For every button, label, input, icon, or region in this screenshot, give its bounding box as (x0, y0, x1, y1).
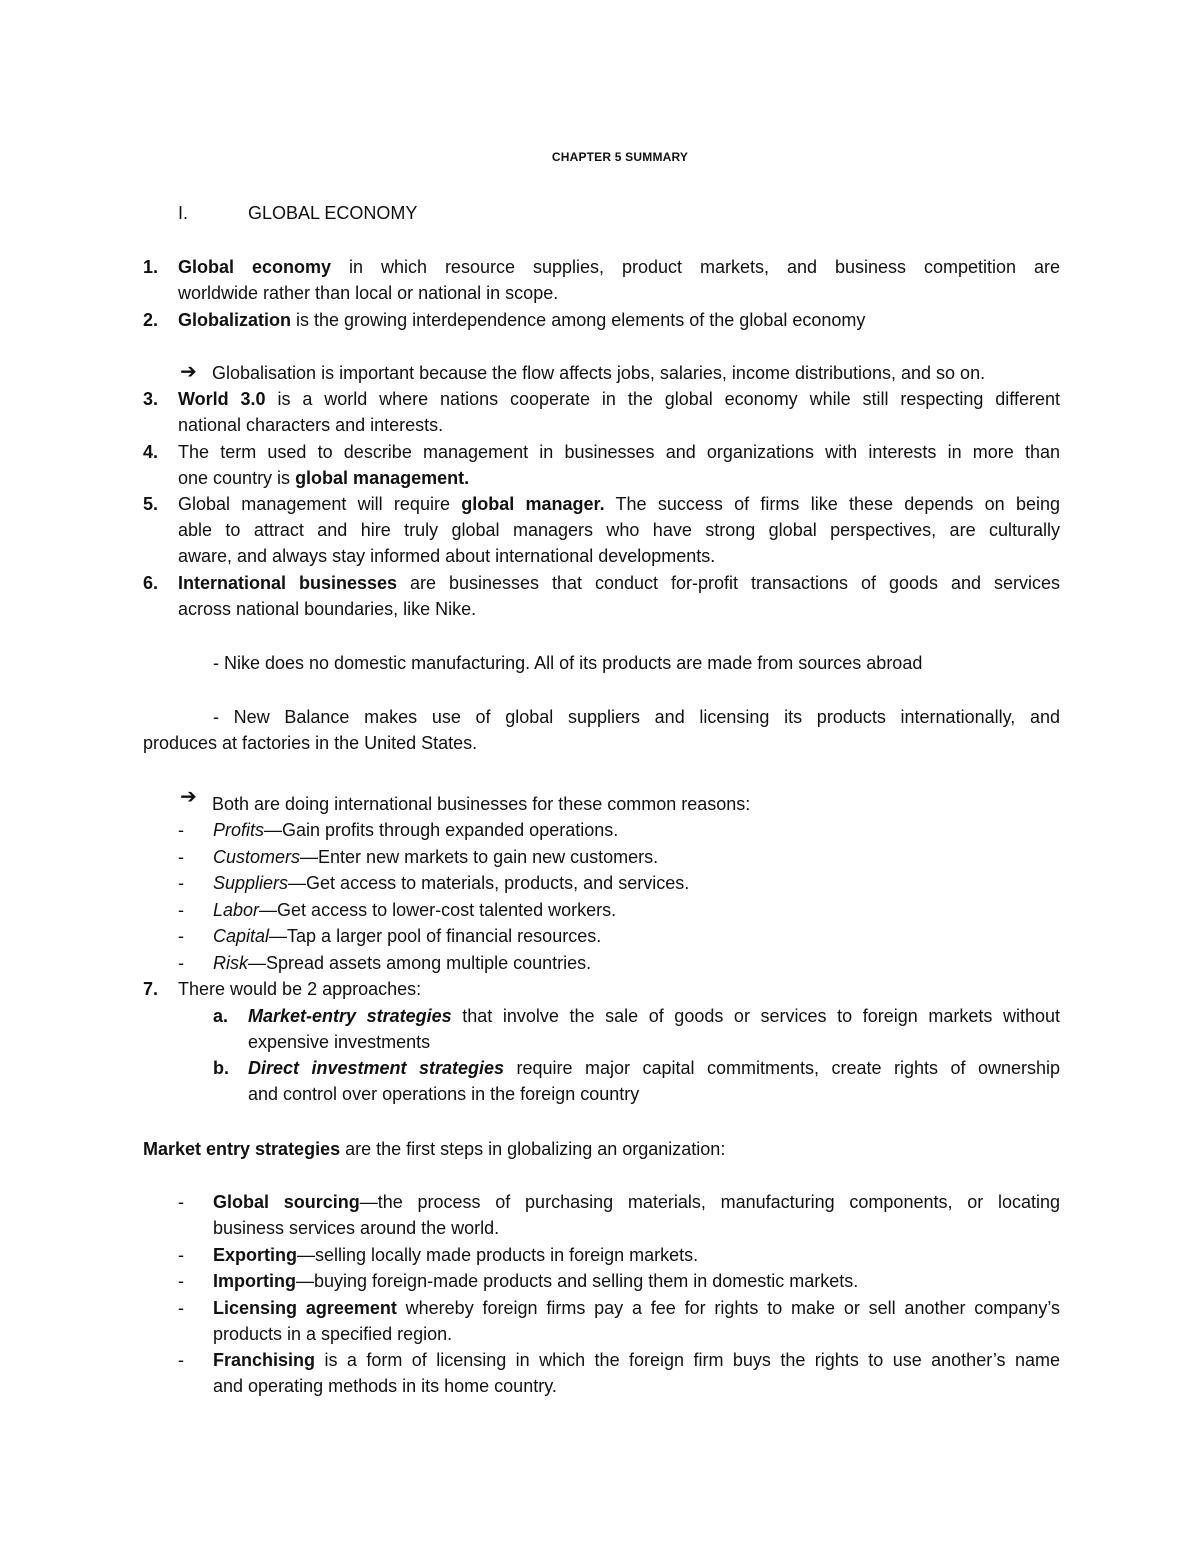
list-number: 3. (143, 389, 159, 409)
text: —Get access to materials, products, and services. (288, 873, 690, 893)
list-item (213, 1295, 1060, 1321)
list-item-text (178, 570, 1060, 596)
list-number: 4. (143, 442, 159, 462)
list-item (213, 897, 616, 923)
list-item-text (178, 465, 469, 491)
list-item (213, 1268, 858, 1294)
bullet-dash: - (178, 1298, 184, 1318)
list-item (213, 1189, 1060, 1215)
term: Exporting (213, 1245, 297, 1265)
term: Profits (213, 820, 265, 840)
sublist-item-text (248, 1003, 1060, 1029)
list-item-text (178, 491, 1060, 517)
term: Market-entry strategies (248, 1006, 452, 1026)
page-title: CHAPTER 5 SUMMARY (551, 150, 689, 164)
term: Importing (213, 1271, 296, 1291)
section-number: I. (178, 203, 189, 223)
list-item-text: There would be 2 approaches: (178, 979, 422, 999)
term: Market entry strategies (143, 1139, 341, 1159)
bullet-dash: - (178, 926, 184, 946)
arrow-note: Globalisation is important because the flow affects jobs, salaries, income distributions, and so on. (212, 363, 986, 383)
term: Suppliers (213, 873, 289, 893)
text: —Get access to lower-cost talented workers. (259, 900, 617, 920)
text: is the growing interdependence among elements of the global economy (291, 310, 866, 330)
term: Global sourcing (213, 1192, 360, 1212)
bullet-dash: - (178, 1350, 184, 1370)
sublist-letter: a. (213, 1006, 229, 1026)
list-item-text (178, 307, 865, 333)
sublist-letter: b. (213, 1058, 229, 1078)
example-note: produces at factories in the United States. (143, 733, 478, 753)
bullet-dash: - (178, 847, 184, 867)
text: —the process of purchasing materials, manufacturing components, or locating (359, 1192, 1061, 1212)
example-note: - New Balance makes use of global suppliers and licensing its products internationally, and (213, 707, 1060, 727)
list-item (213, 950, 591, 976)
text: —selling locally made products in foreign markets. (297, 1245, 699, 1265)
bullet-dash: - (178, 1271, 184, 1291)
list-number: 6. (143, 573, 159, 593)
list-item-text: able to attract and hire truly global managers who have strong global perspectives, are culturally (178, 520, 1060, 540)
term: Globalization (178, 310, 292, 330)
list-number: 7. (143, 979, 159, 999)
sublist-item-text (248, 1055, 1060, 1081)
list-item (213, 817, 618, 843)
text: that involve the sale of goods or services to foreign markets without (451, 1006, 1060, 1026)
term: Global economy (178, 257, 331, 277)
list-item: and operating methods in its home country. (213, 1376, 557, 1396)
list-item-text: The term used to describe management in businesses and organizations with interests in more than (178, 442, 1060, 462)
term: Labor (213, 900, 260, 920)
term: Licensing agreement (213, 1298, 397, 1318)
bullet-dash: - (178, 1245, 184, 1265)
list-item (213, 923, 601, 949)
term: Capital (213, 926, 270, 946)
arrow-note: Both are doing international businesses for these common reasons: (212, 794, 751, 814)
list-number: 2. (143, 310, 159, 330)
list-item-text: national characters and interests. (178, 415, 444, 435)
text: —Enter new markets to gain new customers. (300, 847, 659, 867)
text: —buying foreign-made products and selling them in domestic markets. (296, 1271, 859, 1291)
bullet-dash: - (178, 873, 184, 893)
list-item-text (178, 254, 1060, 280)
text: is a form of licensing in which the foreign firm buys the rights to use another’s name (315, 1350, 1060, 1370)
list-item (213, 844, 658, 870)
list-item-text: worldwide rather than local or national in scope. (178, 283, 559, 303)
sublist-item-text: and control over operations in the foreign country (248, 1084, 640, 1104)
list-item (213, 1242, 698, 1268)
list-item (213, 870, 689, 896)
text: require major capital commitments, create rights of ownership (504, 1058, 1061, 1078)
bullet-dash: - (178, 953, 184, 973)
text: —Spread assets among multiple countries. (248, 953, 592, 973)
text: are businesses that conduct for-profit transactions of goods and services (397, 573, 1061, 593)
bullet-dash: - (178, 1192, 184, 1212)
paragraph-intro (143, 1136, 725, 1162)
sublist-item-text: expensive investments (248, 1032, 431, 1052)
bullet-dash: - (178, 820, 184, 840)
term: Risk (213, 953, 248, 973)
text: one country is (178, 468, 296, 488)
section-heading: GLOBAL ECONOMY (248, 203, 418, 223)
list-item-text (178, 386, 1060, 412)
term: Direct investment strategies (248, 1058, 505, 1078)
text: —Tap a larger pool of financial resources. (269, 926, 602, 946)
arrow-icon: ➔ (180, 361, 197, 383)
list-item: business services around the world. (213, 1218, 500, 1238)
text: Global management will require (178, 494, 462, 514)
list-item-text: aware, and always stay informed about international developments. (178, 546, 716, 566)
term: global management. (295, 468, 470, 488)
example-note: - Nike does no domestic manufacturing. All of its products are made from sources abroad (213, 653, 923, 673)
term: Franchising (213, 1350, 316, 1370)
term: Customers (213, 847, 301, 867)
text: whereby foreign firms pay a fee for rights to make or sell another company’s (396, 1298, 1060, 1318)
term: World 3.0 (178, 389, 266, 409)
term: International businesses (178, 573, 398, 593)
text: are the first steps in globalizing an organization: (340, 1139, 726, 1159)
text: —Gain profits through expanded operations. (264, 820, 619, 840)
bullet-dash: - (178, 900, 184, 920)
arrow-icon: ➔ (180, 786, 197, 808)
text: is a world where nations cooperate in the global economy while still respecting different (265, 389, 1060, 409)
text: in which resource supplies, product markets, and business competition are (331, 257, 1060, 277)
term: global manager. (461, 494, 605, 514)
list-number: 1. (143, 257, 159, 277)
list-item: products in a specified region. (213, 1324, 453, 1344)
list-item (213, 1347, 1060, 1373)
list-item-text: across national boundaries, like Nike. (178, 599, 477, 619)
list-number: 5. (143, 494, 159, 514)
text: The success of firms like these depends on being (604, 494, 1060, 514)
